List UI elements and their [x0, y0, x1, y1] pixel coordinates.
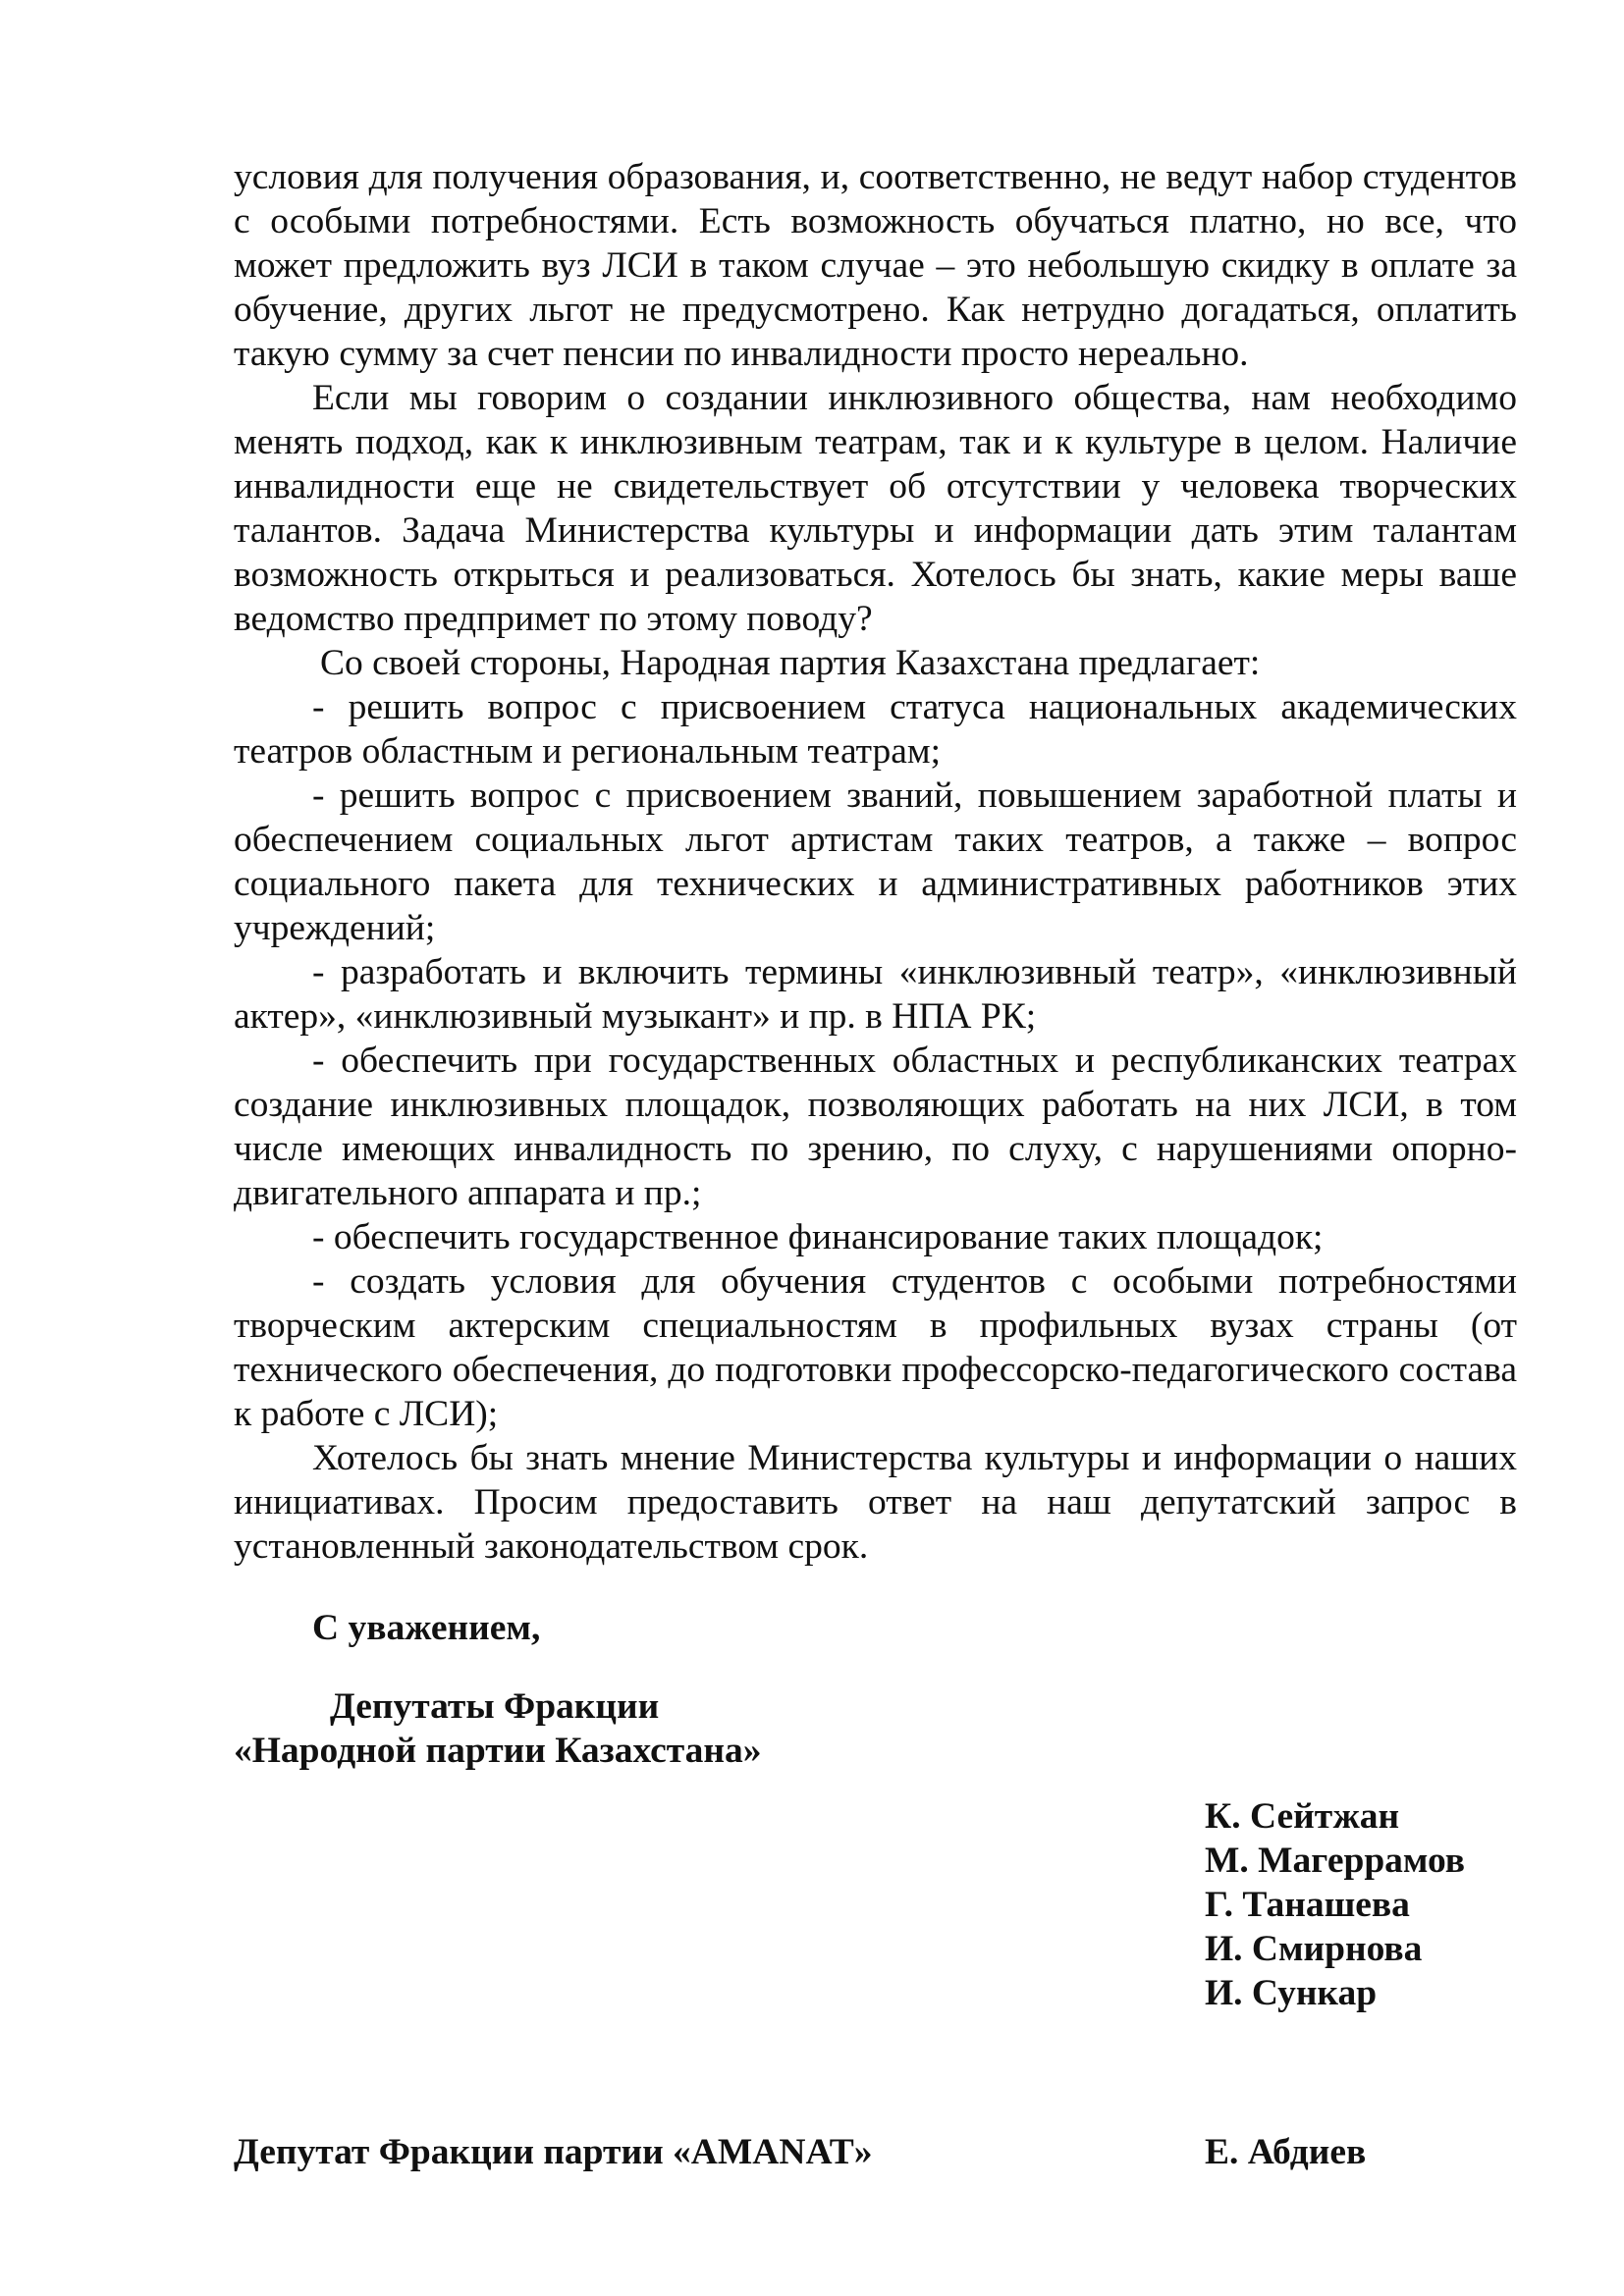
proposal-item-financing: - обеспечить государственное финансирование таких площадок;: [312, 1217, 1324, 1257]
closing-regards: С уважением,: [312, 1608, 541, 1648]
letter-body: [234, 155, 1517, 1569]
faction-line-2: «Народной партии Казахстана»: [234, 1731, 762, 1771]
proposal-item-inclusive-venues: - обеспечить при государственных областных и республиканских театрах создание инклюзивных площадок, позволяющих работать на них ЛСИ, в том числе имеющих инвалидность по зрению, по слуху, с нарушениями опорно-двигательного аппарата и пр.;: [234, 1041, 1517, 1213]
faction-block: [234, 1684, 1517, 1773]
signatory-name: К. Сейтжан: [1205, 1796, 1400, 1837]
signatory-name: М. Магеррамов: [1205, 1841, 1466, 1881]
paragraph-education-conditions: условия для получения образования, и, соответственно, не ведут набор студентов с особыми потребностями. Есть возможность обучаться платно, но все, что может предложить вуз ЛСИ в таком случае – это небольшую скидку в оплате за обучение, других льгот не предусмотрено. Как нетрудно догадаться, оплатить такую сумму за счет пенсии по инвалидности просто нереально.: [234, 157, 1517, 374]
closing-block: [234, 1606, 1517, 1650]
amanat-signatory-name: Е. Абдиев: [1205, 2132, 1367, 2172]
paragraph-party-proposes: Со своей стороны, Народная партия Казахстана предлагает:: [320, 643, 1261, 683]
amanat-faction-label: Депутат Фракции партии «AMANAT»: [234, 2132, 873, 2172]
faction-line-1: Депутаты Фракции: [330, 1686, 660, 1727]
signatory-name: И. Смирнова: [1205, 1929, 1423, 1969]
proposal-item-titles-salary: - решить вопрос с присвоением званий, повышением заработной платы и обеспечением социальных льгот артистам таких театров, а также – вопрос социального пакета для технических и административных работников этих учреждений;: [234, 775, 1517, 948]
signatory-name: И. Сункар: [1205, 1973, 1378, 2013]
signatory-name: Г. Танашева: [1205, 1885, 1410, 1925]
proposal-item-terms: - разработать и включить термины «инклюзивный театр», «инклюзивный актер», «инклюзивный музыкант» и пр. в НПА РК;: [234, 952, 1517, 1037]
proposal-item-academic-status: - решить вопрос с присвоением статуса национальных академических театров областным и региональным театрам;: [234, 687, 1517, 772]
paragraph-inclusive-society: Если мы говорим о создании инклюзивного общества, нам необходимо менять подход, как к инклюзивным театрам, так и к культуре в целом. Наличие инвалидности еще не свидетельствует об отсутствии у человека творческих талантов. Задача Министерства культуры и информации дать этим талантам возможность открыться и реализоваться. Хотелось бы знать, какие меры ваше ведомство предпримет по этому поводу?: [234, 378, 1517, 639]
amanat-signature-row: [234, 2130, 1517, 2174]
signatory-list: [1205, 1794, 1465, 2015]
proposal-item-student-training: - создать условия для обучения студентов с особыми потребностями творческим актерским специальностям в профильных вузах страны (от технического обеспечения, до подготовки профессорско-педагогического состава к работе с ЛСИ);: [234, 1261, 1517, 1434]
paragraph-request-response: Хотелось бы знать мнение Министерства культуры и информации о наших инициативах. Просим предоставить ответ на наш депутатский запрос в установленный законодательством срок.: [234, 1438, 1517, 1567]
